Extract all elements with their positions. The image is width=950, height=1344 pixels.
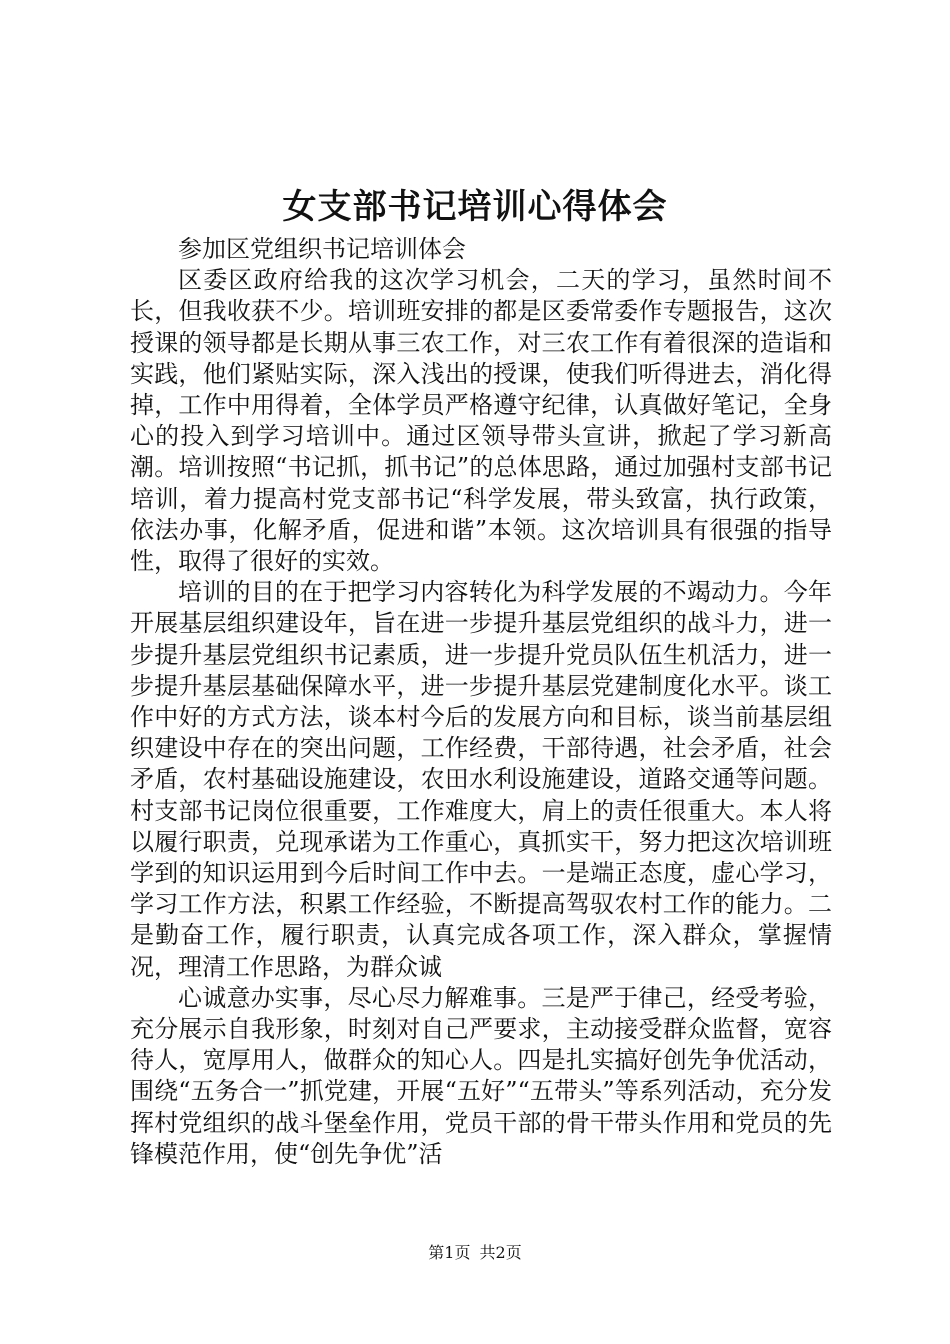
paragraph-subtitle: 参加区党组织书记培训体会 [178, 235, 466, 263]
paragraph-1: 区委区政府给我的这次学习机会，二天的学习，虽然时间不长，但我收获不少。培训班安排的都是区委常委作专题报告，这次授课的领导都是长期从事三农工作，对三农工作有着很深的造诣和实践，他们紧贴实际，深入浅出的授课，使我们听得进去，消化得掉，工作中用得着，全体学员严格遵守纪律，认真做好笔记，全身心的投入到学习培训中。通过区领导带头宣讲，掀起了学习新高潮。培训按照“书记抓，抓书记”的总体思路，通过加强村支部书记培训，着力提高村党支部书记“科学发展，带头致富，执行政策，依法办事，化解矛盾，促进和谐”本领。这次培训具有很强的指导性，取得了很好的实效。 [130, 266, 832, 576]
paragraph-2: 培训的目的在于把学习内容转化为科学发展的不竭动力。今年开展基层组织建设年，旨在进一步提升基层党组织的战斗力，进一步提升基层党组织书记素质，进一步提升党员队伍生机活力，进一步提升基层基础保障水平，进一步提升基层党建制度化水平。谈工作中好的方式方法，谈本村今后的发展方向和目标，谈当前基层组织建设中存在的突出问题，工作经费，干部待遇，社会矛盾，社会矛盾，农村基础设施建设，农田水利设施建设，道路交通等问题。村支部书记岗位很重要，工作难度大，肩上的责任很重大。本人将以履行职责，兑现承诺为工作重心，真抓实干，努力把这次培训班学到的知识运用到今后时间工作中去。一是端正态度，虚心学习，学习工作方法，积累工作经验，不断提高驾驭农村工作的能力。二是勤奋工作，履行职责，认真完成各项工作，深入群众，掌握情况，理清工作思路，为群众诚 [130, 578, 832, 981]
page-footer [0, 1242, 950, 1264]
page-number: 第1页 [428, 1243, 471, 1262]
page-total: 共2页 [479, 1243, 522, 1262]
paragraph-3: 心诚意办实事，尽心尽力解难事。三是严于律己，经受考验，充分展示自我形象，时刻对自己严要求，主动接受群众监督，宽容待人，宽厚用人，做群众的知心人。四是扎实搞好创先争优活动，围绕“五务合一”抓党建，开展“五好”“五带头”等系列活动，充分发挥村党组织的战斗堡垒作用，党员干部的骨干带头作用和党员的先锋模范作用，使“创先争优”活 [130, 983, 832, 1168]
document-title: 女支部书记培训心得体会 [282, 187, 668, 227]
document-body [130, 234, 832, 1170]
